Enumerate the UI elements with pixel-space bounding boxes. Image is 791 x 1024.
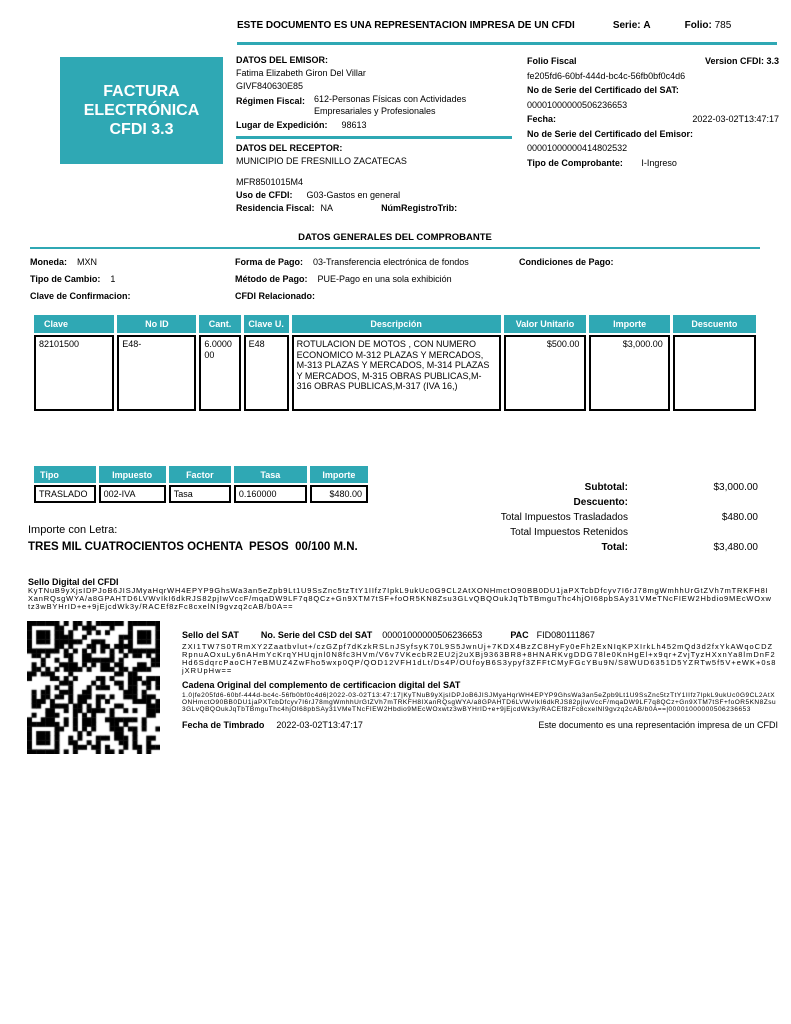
qr-code: [27, 621, 160, 754]
folio-fiscal-row: [527, 54, 779, 69]
datos-generales-title: DATOS GENERALES DEL COMPROBANTE: [298, 232, 492, 243]
cfdi-relacionado: [235, 290, 325, 302]
tipo-cambio-label: Tipo de Cambio:: [30, 274, 101, 284]
item-importe: $3,000.00: [589, 335, 669, 411]
uso-cfdi-value: G03-Gastos en general: [306, 189, 401, 200]
document-header: [237, 20, 777, 31]
fecha-label: Fecha:: [527, 114, 557, 124]
impuestos-header-tasa: Tasa: [234, 466, 307, 483]
items-header-valor-unitario: Valor Unitario: [504, 315, 587, 333]
retenidos-label: Total Impuestos Retenidos: [510, 527, 628, 538]
sello-sat-label: Sello del SAT: [182, 630, 239, 640]
trasladados-label: Total Impuestos Trasladados: [500, 512, 628, 523]
version-cfdi-label: Version CFDI: 3.3: [704, 56, 779, 66]
retenidos-value: [628, 525, 758, 540]
subtotal-label: Subtotal:: [584, 482, 628, 493]
metodo-pago: [235, 273, 452, 285]
trasladados-value: $480.00: [721, 512, 758, 523]
items-header-clave: Clave: [34, 315, 114, 333]
impuesto-factor: Tasa: [169, 485, 231, 503]
tipo-comprobante-row: [527, 156, 779, 171]
sello-cfdi-heading: Sello Digital del CFDI: [28, 577, 119, 587]
total-row-retenidos: [380, 525, 758, 540]
item-clave: 82101500: [34, 335, 114, 411]
header-divider: [237, 42, 777, 45]
totales-section: [380, 480, 758, 555]
sello-sat-value: ZXI1TW7S0TRmXY2Zaatbvlut+/czGZpf7dKzkRSLnJSyfsyK70L9S5JwnUj+7KDX4BzZC8HyFy0eFh2ExNIqKPXIrkLh452mQd3d2fxYkAWqoCDZRpnuAOxuLy6nAHmYcKrqYHUqjnl0N8fc3HVm/V6v7VKecbR2EU2j2uXBj9363BR8+8HNARKvgDDG78le0KnHgEl+x9qr+ZvjTyzHXxnYa8lmDnF2Hd6SdqrcPaoCH7eBMUZ4ZwFho5wxp0QP/QOD12VFH1dLt/Ds4P/OUfoyB6S3ypyf3ZFFtCMyFGcYBu9N/S8WUD6351D5YZRTw5f5V+eWK+0s8jXRUpHw==: [182, 642, 777, 675]
total-label: Total:: [601, 542, 628, 553]
cadena-original-value: 1.0|fe205fd6-60bf-444d-bc4c-56fb0bf0c4d6|2022-03-02T13:47:17|KyTNuB9yXjsIDPJoB6JISJMyaHqrWH4EPYP9GhsWa3an5eZpb9Lt1U9SsZnc5tzTtY1IIfz7IpkL9ukUc0G9CL2AtXONHmctO90BB0DU1jaPXTcbDfcyv7I6rJ78mgWmhhUrGtZVh7mTRKFH8IXanRQsgWYA/a8GPAHTD6LVWvIkI6dkRJS82pjIwVccF/mqaDW9LF7q8QCz+Gn9XTM7tSF+foOR5KN8Zsu3GLvQBQOukJqTbTBmguThc4hjOI68pbSAy31VMeTNcFIEW2Hbdio9MEcWOxwtz3wBYHrID+e+9jEjcdWk3y/RACEf8zFc8cxelNI9gvzq2cAB/b0A==|00001000000506236653: [182, 691, 777, 713]
impuestos-header-impuesto: Impuesto: [99, 466, 166, 483]
sello-sat-header-row: [182, 630, 778, 641]
total-row-trasladados: [380, 510, 758, 525]
total-row-total: [380, 540, 758, 555]
emisor-name: Fatima Elizabeth Giron Del Villar: [236, 68, 366, 78]
serie-sat-label: No de Serie del Certificado del SAT:: [527, 85, 679, 95]
impuesto-impuesto: 002-IVA: [99, 485, 166, 503]
serie-emisor-value: 00001000000414802532: [527, 143, 628, 153]
moneda: [30, 256, 97, 268]
item-noid: E48-: [117, 335, 196, 411]
serie-value: A: [643, 20, 651, 31]
folio-fiscal-label: Folio Fiscal: [527, 56, 577, 66]
lugar-expedicion: [236, 119, 512, 132]
uso-cfdi: [236, 189, 512, 202]
emisor-heading: DATOS DEL EMISOR:: [236, 55, 329, 65]
clave-confirmacion-label: Clave de Confirmacion:: [30, 291, 131, 301]
emisor-receptor-divider: [236, 136, 512, 139]
items-header-cant: Cant.: [199, 315, 240, 333]
total-value: $3,480.00: [713, 542, 758, 553]
regimen-label: Régimen Fiscal:: [236, 96, 306, 106]
impuesto-tasa: 0.160000: [234, 485, 307, 503]
lugar-value: 98613: [341, 120, 367, 130]
logo-line2: ELECTRÓNICA: [83, 102, 200, 119]
datos-generales-divider: [30, 247, 760, 249]
importe-letra-value: TRES MIL CUATROCIENTOS OCHENTA PESOS 00/100 M.N.: [28, 541, 358, 553]
item-row: [34, 335, 756, 411]
folio-fiscal-value: fe205fd6-60bf-444d-bc4c-56fb0bf0c4d6: [527, 70, 686, 81]
residencia-value: NA: [320, 202, 334, 213]
folio: [685, 20, 732, 31]
cadena-original-heading: Cadena Original del complemento de certificacion digital del SAT: [182, 679, 461, 690]
impuestos-header-factor: Factor: [169, 466, 231, 483]
receptor-name: MUNICIPIO DE FRESNILLO ZACATECAS: [236, 155, 407, 166]
residencia-fiscal: [236, 202, 512, 215]
lugar-label: Lugar de Expedición:: [236, 120, 328, 130]
subtotal-value: $3,000.00: [713, 482, 758, 493]
emisor-receptor-column: [236, 54, 512, 215]
uso-cfdi-label: Uso de CFDI:: [236, 189, 293, 200]
footer-note: Este documento es una representación impresa de un CFDI: [538, 719, 778, 730]
numregistro-label: NúmRegistroTrib:: [381, 202, 458, 213]
items-header-descripcion: Descripción: [292, 315, 501, 333]
regimen-value: 612-Personas Físicas con Actividades Empresariales y Profesionales: [314, 94, 467, 116]
sello-cfdi-value: KyTNuB9yXjsIDPJoB6JISJMyaHqrWH4EPYP9GhsWa3an5eZpb9Lt1U9SsZnc5tzTtY1IIfz7IpkL9ukUc0G9CL2AtXONHmctO90BB0DU1jaPXTcbDfcyv7I6rJ78mgWmhhUrGtZVh7mTRKFH8IXanRQsgWYA/a8GPAHTD6LVWvIkI6dkRJS82pjIwVccF/mqaDW9LF7q8QCz+Gn9XTM7tSF+foOR5KN8Zsu3GLvQBQOukJqTbTBmguThc4hjOI68pbSAy31VMeTNcFIEW2Hbdio9MEcWOxwtz3wBYHrID+e+9jEjcdWk3y/RACEf8zFc8cxelNI9gvzq2cAB/b0A==: [28, 586, 772, 611]
header-title: ESTE DOCUMENTO ES UNA REPRESENTACION IMPRESA DE UN CFDI: [237, 20, 575, 31]
forma-pago-value: 03-Transferencia electrónica de fondos: [313, 257, 469, 267]
timbrado-row: [182, 720, 778, 731]
items-table: [31, 313, 759, 413]
condiciones-pago-label: Condiciones de Pago:: [519, 257, 614, 267]
serie-emisor-label: No de Serie del Certificado del Emisor:: [527, 128, 694, 139]
total-row-subtotal: [380, 480, 758, 495]
datos-generales-section: [30, 232, 760, 308]
tipo-comprobante-label: Tipo de Comprobante:: [527, 157, 623, 168]
tipo-cambio: [30, 273, 115, 285]
emisor-rfc: GIVF840630E85: [236, 81, 304, 91]
items-header-row: [34, 315, 756, 333]
clave-confirmacion: [30, 290, 141, 302]
logo-line1: FACTURA: [103, 83, 180, 100]
item-valor-unitario: $500.00: [504, 335, 587, 411]
serie-sat-value: 00001000000506236653: [527, 99, 628, 110]
cfdi-relacionado-label: CFDI Relacionado:: [235, 291, 316, 301]
items-header-importe: Importe: [589, 315, 669, 333]
item-cant: 6.000000: [199, 335, 240, 411]
impuesto-row: [34, 485, 368, 503]
receptor-rfc: MFR8501015M4: [236, 176, 304, 187]
receptor-heading: DATOS DEL RECEPTOR:: [236, 142, 343, 153]
metodo-pago-value: PUE-Pago en una sola exhibición: [317, 274, 452, 284]
forma-pago: [235, 256, 469, 268]
items-header-noid: No ID: [117, 315, 196, 333]
item-claveu: E48: [244, 335, 289, 411]
qr-code-canvas: [27, 621, 160, 754]
impuestos-table: [31, 464, 371, 505]
fecha-value: 2022-03-02T13:47:17: [692, 114, 779, 124]
fecha-timbrado-label: Fecha de Timbrado: [182, 719, 265, 730]
forma-pago-label: Forma de Pago:: [235, 257, 304, 267]
impuestos-header-row: [34, 466, 368, 483]
csd-sat-label: No. Serie del CSD del SAT: [260, 630, 373, 640]
tipo-comprobante-value: I-Ingreso: [641, 157, 677, 168]
fecha-timbrado-value: 2022-03-02T13:47:17: [276, 719, 363, 730]
impuesto-importe: $480.00: [310, 485, 368, 503]
impuestos-header-importe: Importe: [310, 466, 368, 483]
total-row-descuento: [380, 495, 758, 510]
descuento-value: [628, 495, 758, 510]
serie: [613, 20, 651, 31]
moneda-value: MXN: [77, 257, 97, 267]
item-descuento: [673, 335, 756, 411]
pac-label: PAC: [510, 630, 529, 640]
folio-label: Folio:: [684, 20, 712, 31]
factura-electronica-logo: [60, 57, 223, 164]
impuesto-tipo: TRASLADO: [34, 485, 96, 503]
fiscal-info-column: [527, 54, 779, 170]
items-header-descuento: Descuento: [673, 315, 756, 333]
sello-sat-section: [182, 630, 778, 731]
fecha-row: [527, 112, 779, 127]
descuento-label: Descuento:: [573, 497, 628, 508]
metodo-pago-label: Método de Pago:: [235, 274, 308, 284]
moneda-label: Moneda:: [30, 257, 67, 267]
pac-value: FID080111867: [536, 630, 595, 640]
condiciones-pago: [519, 256, 624, 268]
impuestos-header-tipo: Tipo: [34, 466, 96, 483]
residencia-label: Residencia Fiscal:: [236, 202, 315, 213]
sello-cfdi-section: [28, 577, 772, 611]
folio-value: 785: [714, 20, 732, 31]
tipo-cambio-value: 1: [110, 274, 116, 284]
items-header-claveu: Clave U.: [244, 315, 289, 333]
importe-letra-label: Importe con Letra:: [28, 524, 118, 536]
item-descripcion: ROTULACION DE MOTOS , CON NUMERO ECONOMICO M-312 PLAZAS Y MERCADOS, M-313 PLAZAS Y MERCADOS, M-314 PLAZAS Y MERCADOS, M-315 OBRAS PUBLICAS,M-316 OBRAS PUBLICAS,M-317 (IVA 16,): [292, 335, 501, 411]
regimen-fiscal: [236, 94, 512, 117]
logo-line3: CFDI 3.3: [109, 121, 174, 138]
serie-label: Serie:: [612, 20, 641, 31]
csd-sat-value: 00001000000506236653: [382, 630, 483, 640]
datos-generales-grid: [30, 256, 760, 308]
